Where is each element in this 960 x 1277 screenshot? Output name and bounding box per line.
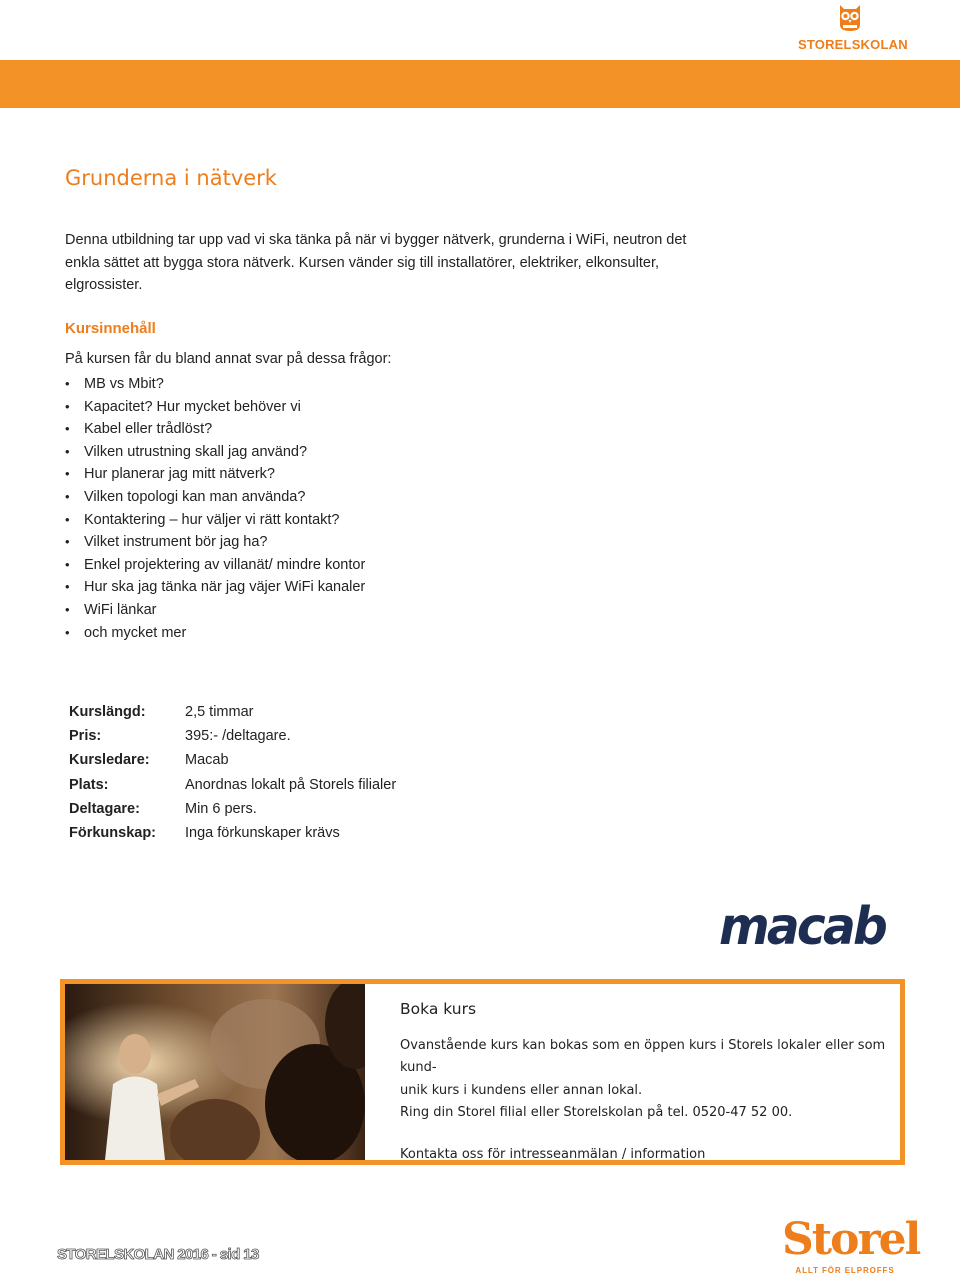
list-item: • Vilken topologi kan man använda? <box>65 486 365 509</box>
list-item: • Hur ska jag tänka när jag väjer WiFi kanaler <box>65 576 365 599</box>
course-title: Grunderna i nätverk <box>65 166 277 190</box>
storel-logo-word: Storel <box>782 1214 920 1265</box>
detail-label: Förkunskap: <box>69 825 157 842</box>
classroom-photo <box>65 984 365 1160</box>
booking-description <box>400 1035 890 1125</box>
booking-line: Ovanstående kurs kan bokas som en öppen kurs i Storels lokaler eller som kund- <box>400 1038 886 1076</box>
brand-name: STORELSKOLAN <box>798 37 908 52</box>
list-item: • Kapacitet? Hur mycket behöver vi <box>65 396 365 419</box>
detail-value: Macab <box>185 752 229 769</box>
storel-logo <box>782 1214 920 1275</box>
detail-value: Anordnas lokalt på Storels filialer <box>185 776 397 793</box>
booking-box <box>60 979 905 1165</box>
detail-row <box>69 748 396 772</box>
detail-label: Plats: <box>69 776 109 793</box>
macab-logo <box>717 898 887 954</box>
detail-row <box>69 724 396 748</box>
detail-row <box>69 700 396 724</box>
booking-contact: Kontakta oss för intresseanmälan / information <box>400 1146 706 1162</box>
detail-value: Min 6 pers. <box>185 800 257 817</box>
list-item: • Vilket instrument bör jag ha? <box>65 531 365 554</box>
booking-line: unik kurs i kundens eller annan lokal. <box>400 1082 643 1098</box>
booking-title: Boka kurs <box>400 1000 477 1018</box>
list-item: • och mycket mer <box>65 622 365 645</box>
detail-value: 395:- /deltagare. <box>185 728 291 745</box>
booking-text <box>400 1000 890 1162</box>
storelskolan-logo <box>798 3 908 52</box>
list-item: • Enkel projektering av villanät/ mindre kontor <box>65 554 365 577</box>
content-lead: På kursen får du bland annat svar på dessa frågor: <box>65 351 392 367</box>
topic-list <box>65 373 365 644</box>
course-intro: Denna utbildning tar upp vad vi ska tänka på när vi bygger nätverk, grunderna i WiFi, neutron det enkla sättet att bygga stora nätverk. Kursen vänder sig till installatörer, elektriker, elkonsulter, elgrossister. <box>65 232 687 293</box>
list-item: • Hur planerar jag mitt nätverk? <box>65 463 365 486</box>
page-footer: STORELSKOLAN 2016 - sid 13 <box>57 1246 259 1263</box>
header-bar <box>0 60 960 108</box>
list-item: • Kabel eller trådlöst? <box>65 418 365 441</box>
course-details <box>69 700 396 845</box>
detail-value: Inga förkunskaper krävs <box>185 825 340 842</box>
detail-row <box>69 821 396 845</box>
detail-label: Deltagare: <box>69 800 140 817</box>
storel-logo-tagline: ALLT FÖR ELPROFFS <box>795 1266 895 1275</box>
booking-line: Ring din Storel filial eller Storelskolan på tel. 0520-47 52 00. <box>400 1105 793 1121</box>
list-item: • Vilken utrustning skall jag använd? <box>65 441 365 464</box>
list-item: • Kontaktering – hur väljer vi rätt kontakt? <box>65 509 365 532</box>
detail-row <box>69 797 396 821</box>
detail-label: Kurslängd: <box>69 704 146 721</box>
list-item: • MB vs Mbit? <box>65 373 365 396</box>
detail-label: Kursledare: <box>69 752 150 769</box>
detail-value: 2,5 timmar <box>185 704 254 721</box>
detail-label: Pris: <box>69 728 102 745</box>
detail-row <box>69 773 396 797</box>
owl-icon <box>837 3 863 33</box>
list-item: • WiFi länkar <box>65 599 365 622</box>
content-heading: Kursinnehåll <box>65 320 156 337</box>
macab-logo-text: macab <box>719 898 887 954</box>
